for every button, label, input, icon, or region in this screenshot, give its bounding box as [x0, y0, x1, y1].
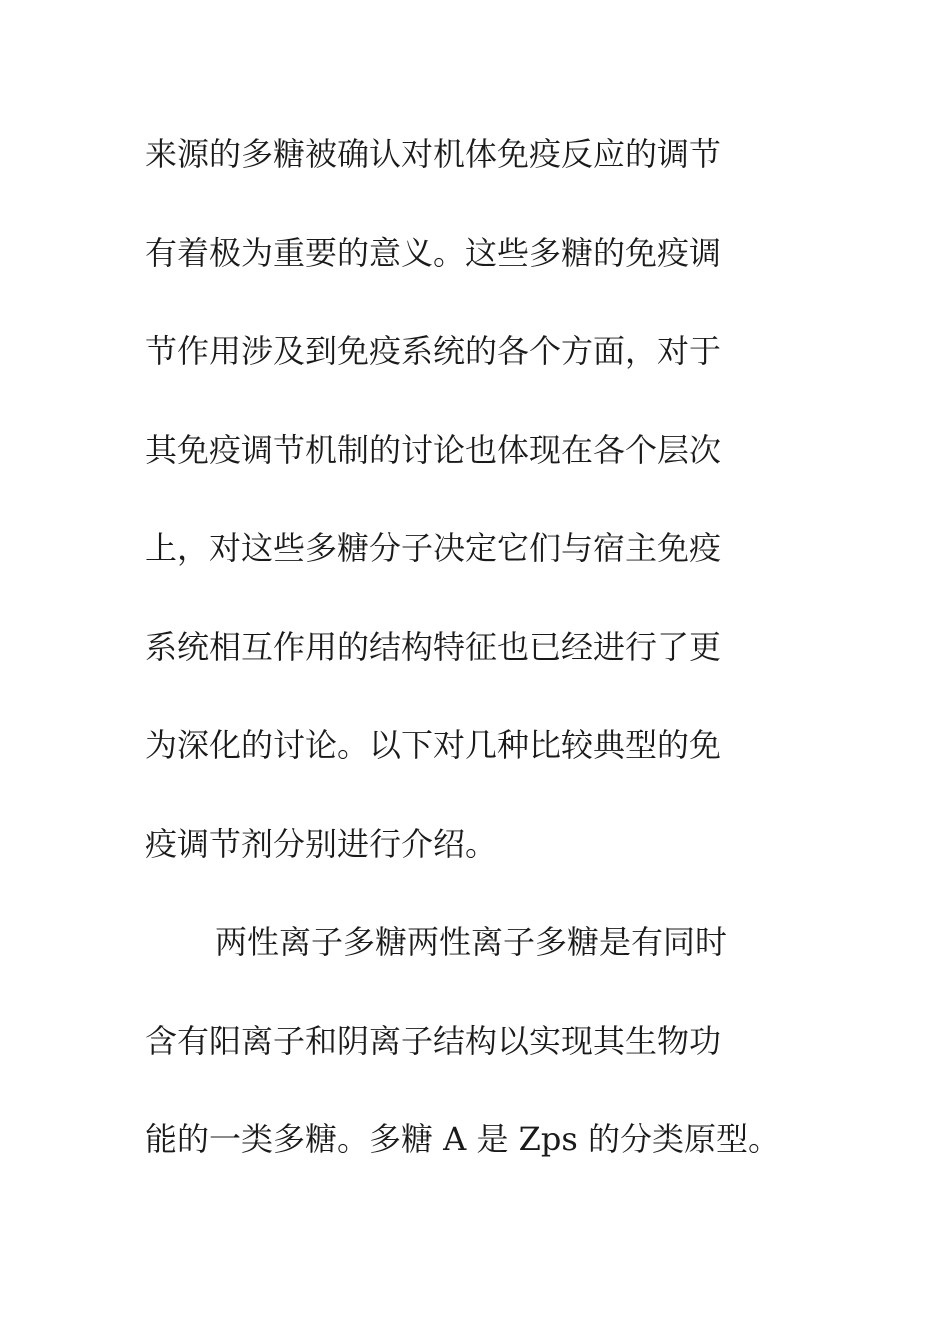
text-line: 有着极为重要的意义。这些多糖的免疫调 — [145, 233, 722, 272]
text-line: 能的一类多糖。多糖 A 是 Zps 的分类原型。 — [145, 1120, 780, 1158]
paragraph-start-line: 两性离子多糖两性离子多糖是有同时 — [215, 923, 728, 961]
text-line: 其免疫调节机制的讨论也体现在各个层次 — [145, 430, 722, 469]
text-line: 疫调节剂分别进行介绍。 — [145, 824, 498, 863]
body-text — [145, 124, 805, 1208]
text-line: 系统相互作用的结构特征也已经进行了更 — [145, 627, 722, 666]
text-line: 为深化的讨论。以下对几种比较典型的免 — [145, 726, 722, 764]
text-line: 来源的多糖被确认对机体免疫反应的调节 — [145, 135, 722, 173]
text-line: 节作用涉及到免疫系统的各个方面，对于 — [145, 332, 722, 370]
text-line: 含有阳离子和阴离子结构以实现其生物功 — [145, 1021, 722, 1060]
text-line: 上，对这些多糖分子决定它们与宿主免疫 — [145, 529, 722, 567]
